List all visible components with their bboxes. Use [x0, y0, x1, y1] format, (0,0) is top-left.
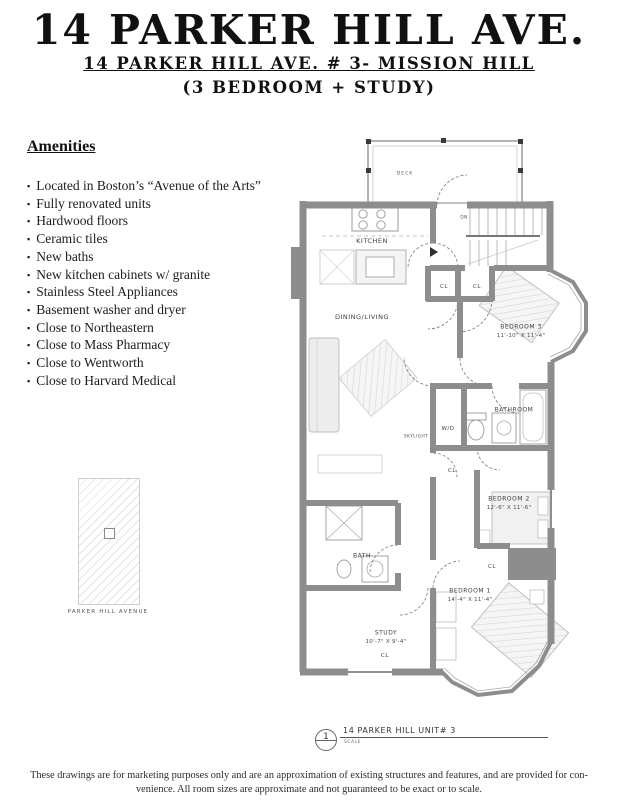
- amenity-item: ▪ Close to Northeastern: [27, 320, 297, 338]
- stairs-dn-label: DN: [460, 215, 468, 221]
- amenity-item: ▪ Close to Wentworth: [27, 355, 297, 373]
- closet-label: CL: [488, 564, 496, 570]
- street-hatch-block: [78, 478, 140, 605]
- room-label-washer-dryer: W/D: [441, 426, 455, 432]
- titleblock-label: 14 PARKER HILL UNIT# 3: [343, 726, 456, 735]
- room-dims-bedroom1: 14'-4" X 11'-4": [447, 597, 493, 603]
- room-label-deck: DECK: [396, 171, 414, 177]
- closet-label: CL: [440, 284, 448, 290]
- room-label-skylight: SKYLIGHT: [403, 434, 429, 440]
- disclaimer: [0, 769, 618, 796]
- closet-label: CL: [448, 468, 456, 474]
- room-label-bathroom: BATHROOM: [494, 406, 534, 414]
- titleblock-scale: SCALE: [344, 740, 361, 745]
- amenity-item: ▪ Basement washer and dryer: [27, 302, 297, 320]
- amenity-item: ▪ New kitchen cabinets w/ granite: [27, 267, 297, 285]
- furniture-layer: [309, 207, 569, 677]
- unit-type-line: (3 BEDROOM + STUDY): [182, 78, 436, 97]
- closet-label: CL: [381, 653, 389, 659]
- room-dims-bedroom2: 12'-6" X 11'-6": [486, 505, 532, 511]
- amenity-item: ▪ New baths: [27, 249, 297, 267]
- amenity-item: ▪ Stainless Steel Appliances: [27, 284, 297, 302]
- room-dims-bedroom3: 11'-10" X 11'-4": [496, 333, 546, 339]
- amenity-item: ▪ Close to Mass Pharmacy: [27, 337, 297, 355]
- page-subtitle: 14 PARKER HILL AVE. # 3- MISSION HILL: [83, 54, 535, 73]
- bay-window-right: [548, 270, 586, 362]
- room-label-bath: BATH: [353, 552, 371, 560]
- stairs: [466, 207, 542, 266]
- amenity-item: ▪ Located in Boston’s “Avenue of the Arts”: [27, 178, 297, 196]
- room-label-kitchen: KITCHEN: [356, 237, 388, 245]
- amenity-item: ▪ Hardwood floors: [27, 213, 297, 231]
- street-label: PARKER HILL AVENUE: [67, 609, 149, 615]
- entry-arrow-icon: [430, 247, 438, 257]
- titleblock-rule: [340, 737, 548, 738]
- room-label-dining-living: DINING/LIVING: [334, 313, 390, 321]
- detail-number: 1: [323, 732, 329, 742]
- amenities-heading: Amenities: [27, 138, 96, 155]
- disclaimer-line2: venience. All room sizes are approximate and not guaranteed to be exact or to scale.: [136, 783, 482, 795]
- room-dims-study: 10'-7" X 9'-4": [365, 639, 407, 645]
- room-label-study: STUDY: [374, 629, 398, 637]
- amenity-item: ▪ Fully renovated units: [27, 196, 297, 214]
- deck-outline: [366, 138, 523, 203]
- room-label-bedroom1: BEDROOM 1: [449, 587, 491, 595]
- detail-bubble-icon: [315, 729, 337, 751]
- disclaimer-line1: These drawings are for marketing purposes only and are an approximation of existing structures and features, and are provided for con-: [30, 770, 588, 781]
- room-label-bedroom3: BEDROOM 3: [500, 323, 542, 331]
- room-label-bedroom2: BEDROOM 2: [488, 495, 530, 503]
- page-title: 14 PARKER HILL AVE.: [31, 6, 587, 54]
- street-marker-icon: [104, 528, 115, 539]
- closet-label: CL: [473, 284, 481, 290]
- amenity-item: ▪ Close to Harvard Medical: [27, 373, 297, 391]
- amenity-item: ▪ Ceramic tiles: [27, 231, 297, 249]
